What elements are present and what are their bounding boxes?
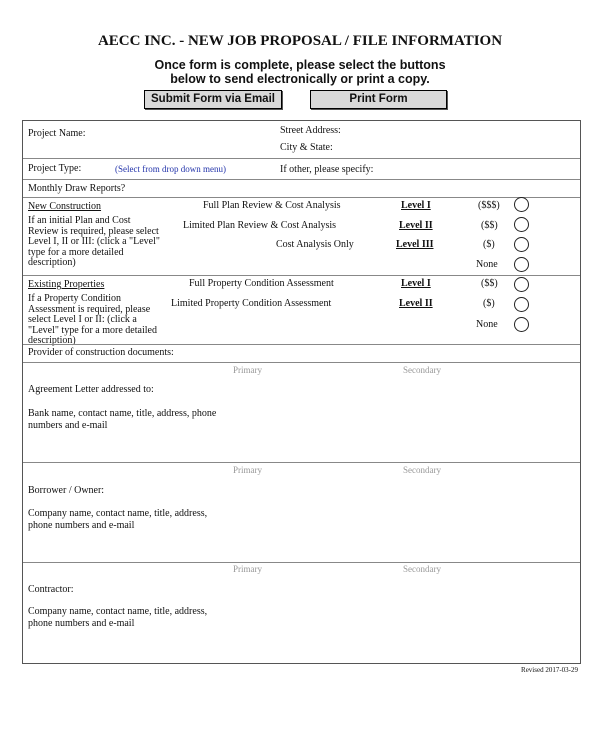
other-specify-label: If other, please specify: (280, 164, 374, 175)
contractor-primary-field[interactable]: Primary (233, 564, 262, 574)
ep-service-2: Limited Property Condition Assessment (171, 298, 332, 309)
revised-date: Revised 2017-03-29 (521, 666, 578, 674)
divider (23, 179, 580, 180)
agreement-secondary-field[interactable]: Secondary (403, 365, 441, 375)
ep-service-1: Full Property Condition Assessment (189, 278, 334, 289)
agreement-primary-field[interactable]: Primary (233, 365, 262, 375)
city-state-label: City & State: (280, 142, 333, 153)
nc-price-2: ($$) (481, 220, 498, 231)
street-address-label: Street Address: (280, 125, 341, 136)
ep-level-2-radio[interactable] (514, 297, 529, 312)
existing-properties-heading: Existing Properties (28, 279, 105, 290)
nc-price-1: ($$$) (478, 200, 500, 211)
nc-level-3-radio[interactable] (514, 237, 529, 252)
submit-email-button[interactable]: Submit Form via Email (144, 90, 282, 109)
project-type-label: Project Type: (28, 163, 82, 174)
new-construction-heading: New Construction (28, 201, 102, 212)
contractor-secondary-field[interactable]: Secondary (403, 564, 441, 574)
divider (23, 462, 580, 463)
monthly-draw-label: Monthly Draw Reports? (28, 183, 126, 194)
nc-price-3: ($) (483, 239, 495, 250)
borrower-primary-field[interactable]: Primary (233, 465, 262, 475)
divider (23, 197, 580, 198)
nc-none-label: None (476, 259, 498, 270)
nc-level-1-radio[interactable] (514, 197, 529, 212)
ep-price-1: ($$) (481, 278, 498, 289)
nc-service-2: Limited Plan Review & Cost Analysis (183, 220, 337, 231)
agreement-label: Agreement Letter addressed to: (28, 384, 154, 395)
divider (23, 362, 580, 363)
contractor-label: Contractor: (28, 584, 74, 595)
ep-level-2-link[interactable]: Level II (399, 298, 433, 309)
divider (23, 562, 580, 563)
borrower-detail: Company name, contact name, title, address, phone numbers and e-mail (28, 508, 208, 531)
divider (23, 275, 580, 276)
instructions-line-1: Once form is complete, please select the buttons (154, 58, 446, 72)
provider-label: Provider of construction documents: (28, 347, 174, 358)
nc-none-radio[interactable] (514, 257, 529, 272)
ep-price-2: ($) (483, 298, 495, 309)
nc-level-3-link[interactable]: Level III (396, 239, 434, 250)
instructions (0, 58, 600, 86)
nc-service-3: Cost Analysis Only (276, 239, 354, 250)
ep-none-radio[interactable] (514, 317, 529, 332)
form-title: AECC INC. - NEW JOB PROPOSAL / FILE INFORMATION (97, 33, 503, 49)
form-body (22, 120, 581, 664)
ep-level-1-link[interactable]: Level I (401, 278, 431, 289)
ep-none-label: None (476, 319, 498, 330)
new-construction-note: If an initial Plan and Cost Review is required, please select Level I, II or III: (click a "Level" type for a more detailed description) (28, 215, 160, 268)
instructions-line-2: below to send electronically or print a copy. (170, 72, 430, 86)
project-type-dropdown[interactable]: (Select from drop down menu) (115, 164, 226, 174)
nc-level-2-radio[interactable] (514, 217, 529, 232)
contractor-detail: Company name, contact name, title, address, phone numbers and e-mail (28, 606, 208, 629)
divider (23, 158, 580, 159)
project-name-label: Project Name: (28, 128, 86, 139)
nc-level-1-link[interactable]: Level I (401, 200, 431, 211)
borrower-label: Borrower / Owner: (28, 485, 105, 496)
agreement-detail: Bank name, contact name, title, address, phone numbers and e-mail (28, 408, 217, 431)
print-form-button[interactable]: Print Form (310, 90, 447, 109)
divider (23, 344, 580, 345)
existing-properties-note: If a Property Condition Assessment is required, please select Level I or II: (click a "Level" type for a more detailed description) (28, 293, 157, 346)
nc-service-1: Full Plan Review & Cost Analysis (203, 200, 341, 211)
ep-level-1-radio[interactable] (514, 277, 529, 292)
nc-level-2-link[interactable]: Level II (399, 220, 433, 231)
borrower-secondary-field[interactable]: Secondary (403, 465, 441, 475)
